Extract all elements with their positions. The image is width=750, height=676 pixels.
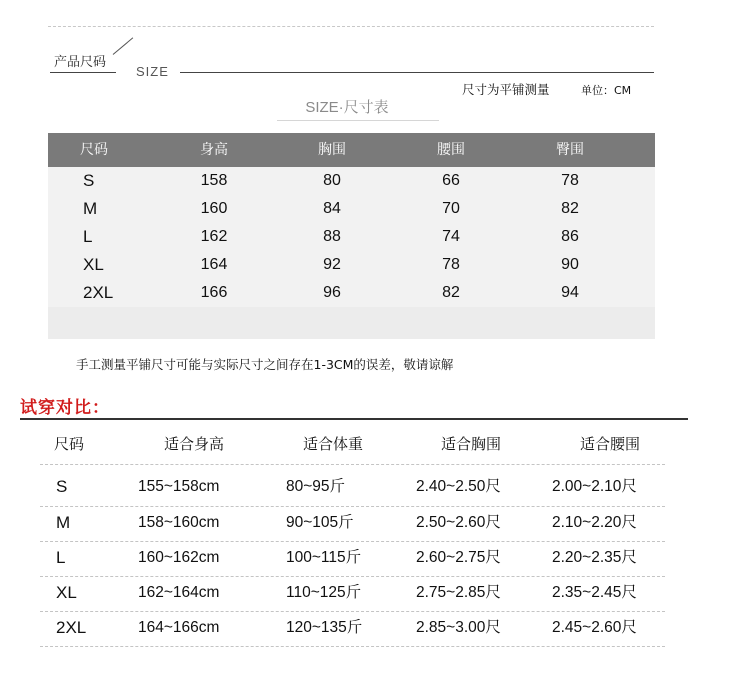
cell-fit-weight: 110~125斤 <box>286 584 362 601</box>
cell-hip: 86 <box>561 228 579 245</box>
try-on-title: 试穿对比： <box>20 398 110 418</box>
cell-waist: 74 <box>442 228 460 245</box>
cell-height: 164 <box>200 256 228 273</box>
col-header-fit-waist: 适合腰围 <box>579 435 641 453</box>
cell-chest: 92 <box>323 256 341 273</box>
cell-fit-height: 155~158cm <box>138 478 220 495</box>
col-header-chest: 胸围 <box>318 142 346 158</box>
table-row <box>48 195 655 223</box>
cell-chest: 84 <box>323 200 341 217</box>
cell-waist: 82 <box>442 284 460 301</box>
header-slash <box>113 37 134 54</box>
table-row <box>48 167 655 195</box>
cell-waist: 70 <box>442 200 460 217</box>
try-on-table <box>40 420 685 660</box>
cell-height: 166 <box>200 284 228 301</box>
cell-fit-waist: 2.45~2.60尺 <box>552 619 637 636</box>
cell-size: M <box>56 513 71 532</box>
cell-size: M <box>83 199 98 218</box>
cell-fit-weight: 100~115斤 <box>286 549 362 566</box>
cell-fit-chest: 2.40~2.50尺 <box>416 478 501 495</box>
cell-fit-waist: 2.10~2.20尺 <box>552 514 637 531</box>
col-header-height: 身高 <box>200 142 228 158</box>
cell-hip: 78 <box>561 172 579 189</box>
cell-fit-height: 158~160cm <box>138 514 220 531</box>
cell-size: L <box>83 227 93 246</box>
cell-size: 2XL <box>56 618 87 637</box>
unit-label: 单位：CM <box>581 84 632 97</box>
cell-chest: 88 <box>323 228 341 245</box>
cell-fit-chest: 2.60~2.75尺 <box>416 549 501 566</box>
size-table-title-wrap <box>0 96 750 117</box>
size-table-title: SIZE·尺寸表 <box>305 99 389 116</box>
cell-fit-weight: 120~135斤 <box>286 619 363 636</box>
table-row <box>48 279 655 307</box>
col-header-fit-chest: 适合胸围 <box>440 435 502 453</box>
cell-fit-waist: 2.35~2.45尺 <box>552 584 637 601</box>
row-divider <box>40 646 665 647</box>
col-header-hip: 臀围 <box>556 142 584 158</box>
col-header-fit-height: 适合身高 <box>163 435 225 453</box>
table-row <box>40 506 685 540</box>
size-table-title-rule <box>277 120 439 121</box>
cell-hip: 90 <box>561 256 579 273</box>
row-divider <box>40 464 665 465</box>
table-row <box>40 541 685 575</box>
size-table <box>48 133 655 339</box>
size-table-header <box>48 133 655 167</box>
cell-size: S <box>83 171 95 190</box>
size-table-footer-band <box>48 307 655 339</box>
col-header-size: 尺码 <box>54 435 85 453</box>
cell-fit-weight: 80~95斤 <box>286 478 346 495</box>
measurement-disclaimer: 手工测量平铺尺寸可能与实际尺寸之间存在1-3CM的误差，敬请谅解 <box>76 357 454 372</box>
cell-hip: 94 <box>561 284 579 301</box>
cell-fit-height: 164~166cm <box>138 619 220 636</box>
product-size-en-label: SIZE <box>136 64 169 79</box>
cell-chest: 80 <box>323 172 341 189</box>
cell-fit-chest: 2.75~2.85尺 <box>416 584 501 601</box>
cell-hip: 82 <box>561 200 579 217</box>
cell-fit-height: 160~162cm <box>138 549 220 566</box>
header-rule <box>180 72 654 73</box>
cell-waist: 66 <box>442 172 460 189</box>
cell-size: XL <box>83 255 104 274</box>
cell-waist: 78 <box>442 256 460 273</box>
cell-fit-chest: 2.85~3.00尺 <box>416 619 501 636</box>
cell-fit-height: 162~164cm <box>138 584 220 601</box>
table-row <box>40 576 685 610</box>
flat-measure-note: 尺寸为平铺测量 <box>462 82 550 97</box>
table-row <box>48 223 655 251</box>
cell-size: L <box>56 548 66 567</box>
cell-height: 162 <box>200 228 228 245</box>
cell-fit-weight: 90~105斤 <box>286 514 354 531</box>
top-dashed-divider <box>48 26 654 27</box>
cell-height: 160 <box>200 200 228 217</box>
cell-size: S <box>56 477 68 496</box>
cell-height: 158 <box>200 172 228 189</box>
col-header-fit-weight: 适合体重 <box>302 435 364 453</box>
product-size-label: 产品尺码 <box>54 55 107 70</box>
col-header-size: 尺码 <box>80 142 108 158</box>
product-size-underline <box>50 72 116 73</box>
table-row <box>40 470 685 504</box>
cell-size: 2XL <box>83 283 114 302</box>
cell-fit-waist: 2.20~2.35尺 <box>552 549 637 566</box>
col-header-waist: 腰围 <box>437 142 465 158</box>
table-row <box>40 611 685 645</box>
table-row <box>48 251 655 279</box>
cell-size: XL <box>56 583 77 602</box>
cell-fit-waist: 2.00~2.10尺 <box>552 478 637 495</box>
cell-fit-chest: 2.50~2.60尺 <box>416 514 501 531</box>
cell-chest: 96 <box>323 284 341 301</box>
